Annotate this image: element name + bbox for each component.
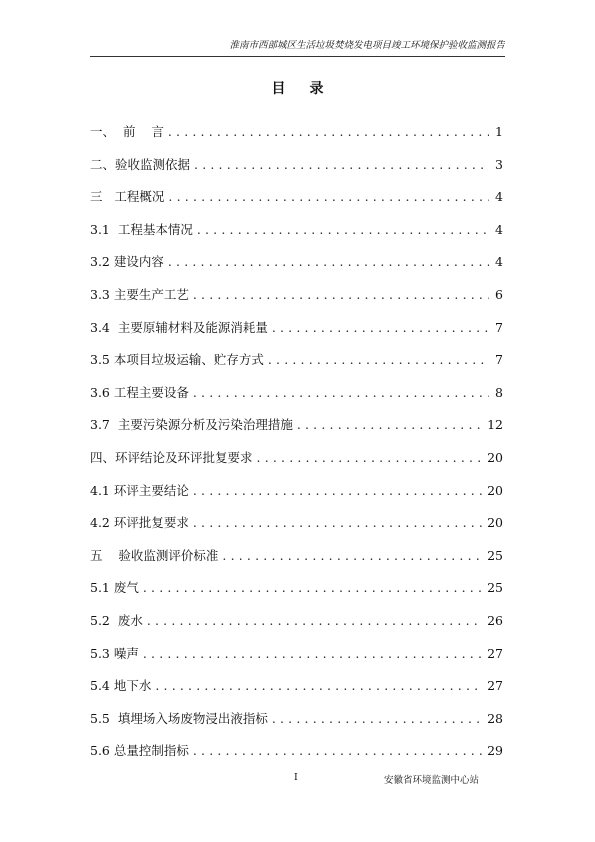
toc-entry[interactable] (90, 672, 503, 700)
toc-leader-dots (143, 580, 483, 596)
toc-leader-dots (168, 189, 489, 205)
toc-entry-page: 25 (487, 580, 503, 596)
toc-entry-page: 29 (487, 743, 503, 759)
page-title-char-1: 目 (271, 81, 286, 97)
toc-entry[interactable] (90, 705, 503, 733)
toc-entry-label: 四、环评结论及环评批复要求 (90, 449, 253, 465)
toc-entry-page: 4 (495, 254, 503, 270)
running-header (90, 38, 505, 57)
toc-entry-label: 5.4 地下水 (90, 678, 152, 694)
toc-leader-dots (168, 124, 489, 140)
toc-entry-label: 5.6 总量控制指标 (90, 743, 189, 759)
toc-leader-dots (272, 320, 489, 336)
toc-entry-label: 三 工程概况 (90, 189, 165, 205)
toc-entry-label: 5.1 废气 (90, 580, 139, 596)
toc-leader-dots (143, 646, 483, 662)
toc-entry-page: 8 (495, 384, 503, 400)
toc-entry-page: 27 (487, 645, 503, 661)
toc-entry[interactable] (90, 379, 503, 407)
toc-leader-dots (193, 385, 489, 401)
toc-entry-page: 7 (495, 352, 503, 368)
page-title (0, 78, 595, 98)
toc-leader-dots (168, 254, 489, 270)
toc-leader-dots (222, 548, 483, 564)
toc-entry-page: 7 (495, 319, 503, 335)
toc-entry[interactable] (90, 216, 503, 244)
toc-entry-label: 5.5 填埋场入场废物浸出液指标 (90, 710, 268, 726)
toc-entry-page: 28 (487, 710, 503, 726)
toc-entry[interactable] (90, 118, 503, 146)
toc-entry-label: 3.4 主要原辅材料及能源消耗量 (90, 319, 268, 335)
toc-entry-page: 1 (495, 124, 503, 139)
running-header-title: 淮南市西部城区生活垃圾焚烧发电项目竣工环境保护验收监测报告 (229, 40, 505, 51)
toc-entry[interactable] (90, 248, 503, 276)
toc-entry[interactable] (90, 574, 503, 602)
toc-leader-dots (257, 450, 484, 466)
toc-leader-dots (272, 711, 483, 727)
toc-entry-label: 五 验收监测评价标准 (90, 547, 219, 563)
toc-entry-label: 3.2 建设内容 (90, 254, 164, 270)
page-footer (0, 772, 595, 788)
toc-entry-label: 3.3 主要生产工艺 (90, 286, 189, 302)
toc-entry-label: 5.2 废水 (90, 612, 143, 628)
toc-entry[interactable] (90, 444, 503, 472)
table-of-contents (90, 118, 503, 770)
toc-leader-dots (193, 483, 483, 499)
toc-entry-page: 4 (495, 189, 503, 205)
toc-entry[interactable] (90, 607, 503, 635)
toc-entry-page: 3 (495, 156, 503, 172)
toc-leader-dots (193, 515, 483, 531)
toc-entry[interactable] (90, 542, 503, 570)
toc-leader-dots (193, 743, 483, 759)
toc-leader-dots (193, 287, 489, 303)
toc-entry[interactable] (90, 314, 503, 342)
toc-entry-label: 5.3 噪声 (90, 645, 139, 661)
toc-entry[interactable] (90, 737, 503, 765)
toc-entry-page: 20 (487, 515, 503, 531)
toc-entry-label: 3.6 工程主要设备 (90, 384, 189, 400)
toc-entry-page: 25 (487, 547, 503, 563)
toc-entry-label: 3.5 本项目垃圾运输、贮存方式 (90, 352, 264, 368)
toc-entry-page: 27 (487, 678, 503, 694)
toc-entry-page: 6 (495, 286, 503, 302)
toc-entry-page: 26 (487, 612, 503, 628)
toc-entry[interactable] (90, 183, 503, 211)
footer-organization: 安徽省环境监测中心站 (384, 775, 480, 786)
toc-entry-label: 一、 前 言 (90, 124, 164, 139)
toc-entry[interactable] (90, 281, 503, 309)
toc-entry-label: 3.1 工程基本情况 (90, 221, 193, 237)
toc-leader-dots (197, 222, 489, 238)
toc-entry[interactable] (90, 477, 503, 505)
toc-entry-label: 二、验收监测依据 (90, 156, 191, 172)
toc-leader-dots (155, 678, 483, 694)
toc-entry[interactable] (90, 509, 503, 537)
toc-entry-label: 4.2 环评批复要求 (90, 515, 189, 531)
toc-leader-dots (194, 157, 489, 173)
toc-leader-dots (268, 352, 489, 368)
toc-entry-page: 12 (487, 417, 503, 433)
toc-entry-page: 20 (487, 482, 503, 498)
toc-entry-label: 4.1 环评主要结论 (90, 482, 189, 498)
footer-page-number: I (294, 772, 298, 783)
toc-entry[interactable] (90, 640, 503, 668)
toc-entry-page: 20 (487, 449, 503, 465)
toc-entry[interactable] (90, 151, 503, 179)
toc-leader-dots (147, 613, 483, 629)
toc-leader-dots (297, 417, 483, 433)
toc-entry-page: 4 (495, 221, 503, 237)
toc-entry[interactable] (90, 346, 503, 374)
toc-entry-label: 3.7 主要污染源分析及污染治理措施 (90, 417, 293, 433)
toc-entry[interactable] (90, 411, 503, 439)
page-title-char-2: 录 (309, 81, 324, 97)
